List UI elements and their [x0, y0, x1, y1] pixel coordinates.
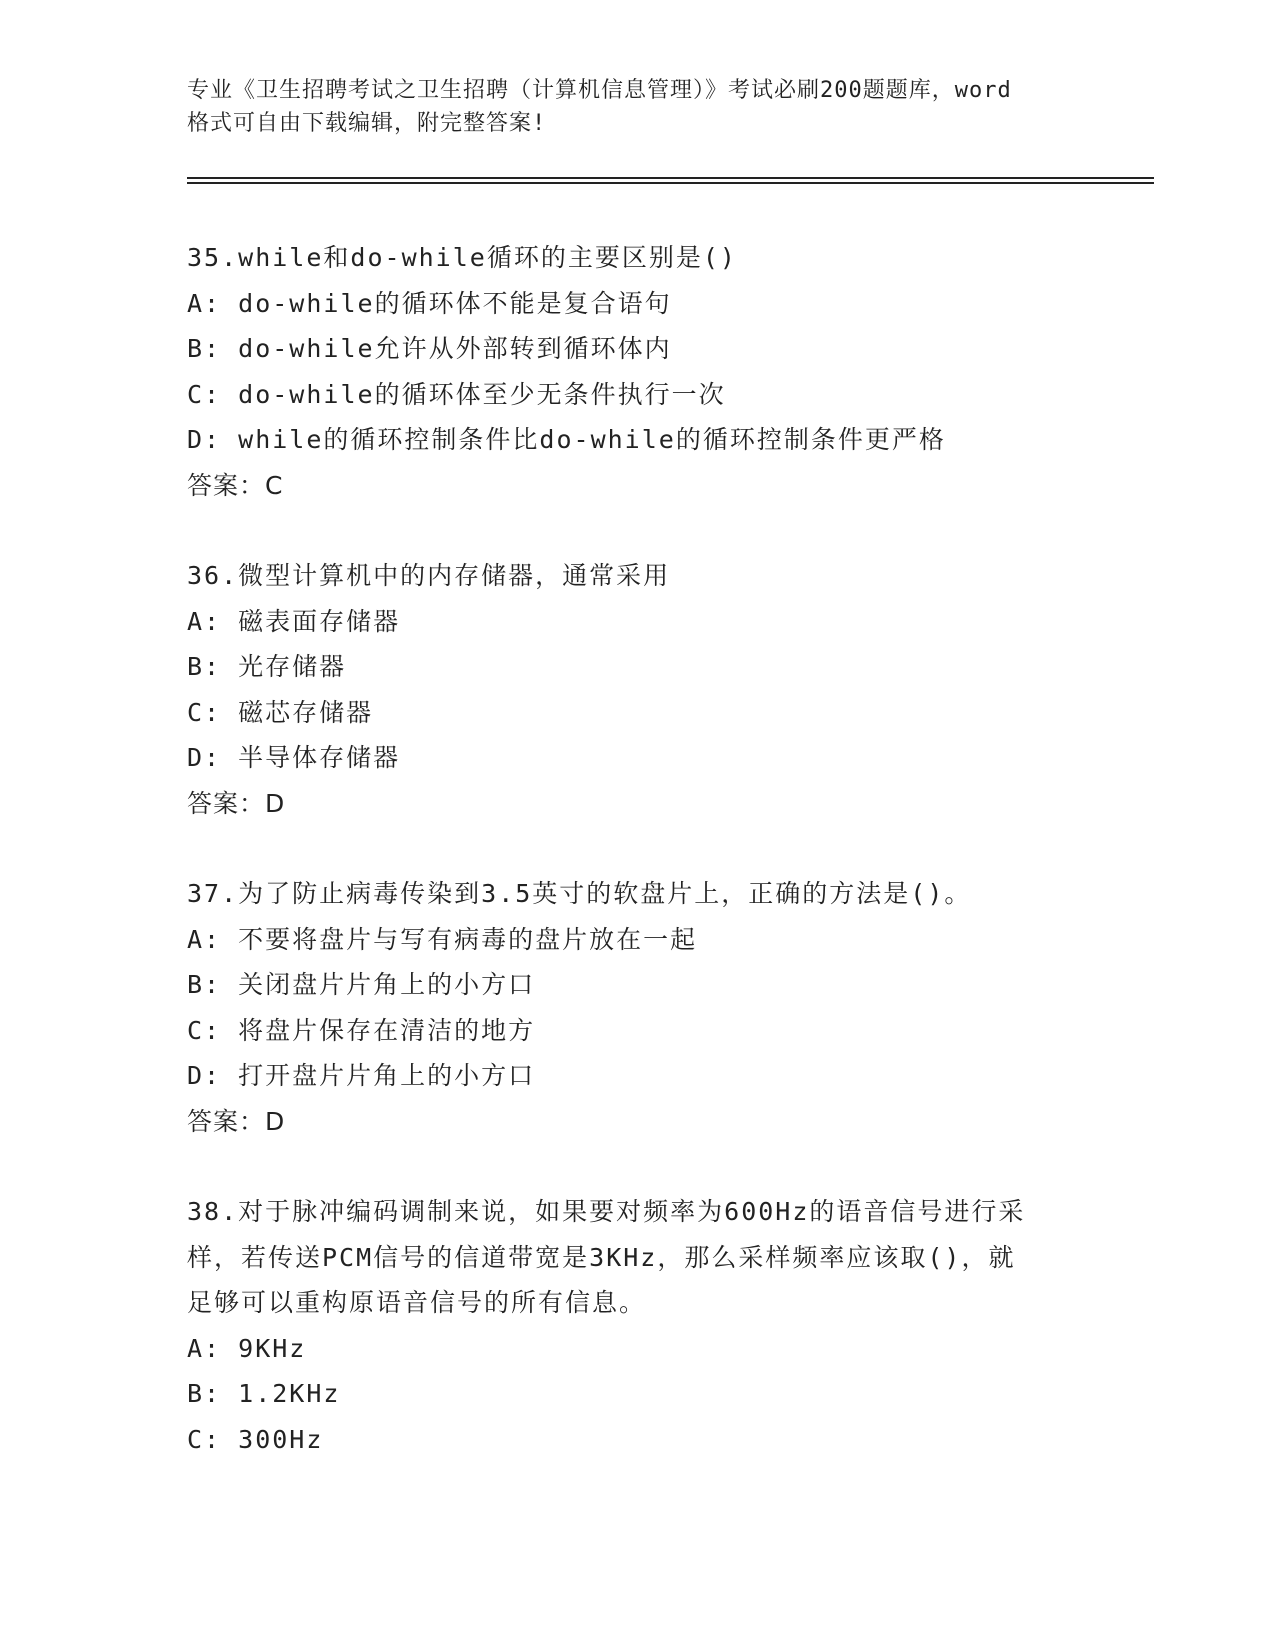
option-c: C: do-while的循环体至少无条件执行一次 — [187, 379, 726, 409]
option-a: A: 9KHz — [187, 1333, 307, 1363]
option-b: B: 关闭盘片片角上的小方口 — [187, 970, 536, 999]
question-stem: 37.为了防止病毒传染到3.5英寸的软盘片上，正确的方法是()。 — [187, 879, 972, 908]
option-a: A: 不要将盘片与写有病毒的盘片放在一起 — [187, 924, 698, 954]
question-35 — [187, 235, 1087, 508]
answer-line: 答案：D — [187, 788, 286, 818]
option-b: B: do-while允许从外部转到循环体内 — [187, 334, 672, 363]
option-c: C: 将盘片保存在清洁的地方 — [187, 1015, 536, 1045]
question-38 — [187, 1189, 1087, 1462]
document-header — [187, 74, 1087, 140]
option-c: C: 300Hz — [187, 1424, 324, 1454]
question-stem-line-2: 样，若传送PCM信号的信道带宽是3KHz，那么采样频率应该取()，就 — [187, 1242, 1016, 1272]
question-stem: 36.微型计算机中的内存储器，通常采用 — [187, 561, 671, 590]
question-stem-line-1: 38.对于脉冲编码调制来说，如果要对频率为600Hz的语音信号进行采 — [187, 1197, 1026, 1226]
header-divider-top — [187, 177, 1154, 179]
question-36 — [187, 553, 1087, 826]
header-line-2: 格式可自由下载编辑，附完整答案! — [187, 111, 547, 136]
option-d: D: while的循环控制条件比do-while的循环控制条件更严格 — [187, 425, 946, 454]
header-divider-bottom — [187, 182, 1154, 184]
option-c: C: 磁芯存储器 — [187, 697, 374, 727]
answer-line: 答案：C — [187, 470, 284, 500]
header-line-1: 专业《卫生招聘考试之卫生招聘（计算机信息管理）》考试必刷200题题库，word — [187, 78, 1012, 103]
option-a: A: 磁表面存储器 — [187, 606, 401, 636]
option-d: D: 半导体存储器 — [187, 743, 401, 772]
answer-line: 答案：D — [187, 1106, 286, 1136]
question-list — [187, 235, 1087, 1507]
option-b: B: 光存储器 — [187, 652, 347, 681]
option-a: A: do-while的循环体不能是复合语句 — [187, 288, 672, 318]
question-stem: 35.while和do-while循环的主要区别是() — [187, 243, 737, 272]
question-stem-line-3: 足够可以重构原语音信号的所有信息。 — [187, 1288, 647, 1317]
option-d: D: 打开盘片片角上的小方口 — [187, 1061, 536, 1090]
question-37 — [187, 871, 1087, 1144]
option-b: B: 1.2KHz — [187, 1379, 341, 1408]
